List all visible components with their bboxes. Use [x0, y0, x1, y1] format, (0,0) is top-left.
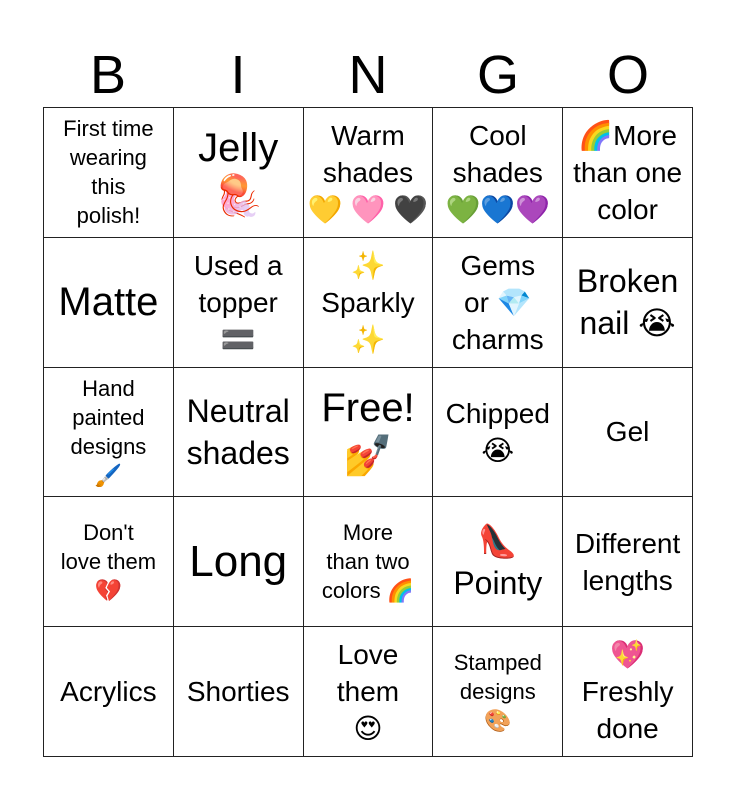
bingo-cell-g3[interactable]: [433, 368, 563, 498]
bingo-cell-i5[interactable]: [174, 627, 304, 757]
bingo-cell-n4[interactable]: [304, 497, 434, 627]
cell-text: Matte: [58, 280, 159, 325]
header-letter-o: O: [606, 45, 649, 105]
bingo-grid: [43, 107, 693, 757]
bingo-cell-i2[interactable]: [174, 238, 304, 368]
cell-text: Love them 😍: [336, 639, 400, 745]
header-letter-b: B: [89, 45, 127, 105]
cell-text: Gel: [605, 416, 650, 448]
cell-text: More than two colors 🌈: [321, 520, 415, 604]
bingo-cell-b2[interactable]: [44, 238, 174, 368]
bingo-cell-g2[interactable]: [433, 238, 563, 368]
cell-text: Used a topper 🟰: [193, 249, 283, 355]
cell-text: Cool shades 💚💙💜: [445, 119, 551, 225]
cell-text: Warm shades 💛 🩷 🖤: [307, 119, 429, 225]
free-space-text: Free! 💅: [321, 385, 415, 478]
bingo-cell-b5[interactable]: [44, 627, 174, 757]
cell-text: Don't love them 💔: [60, 520, 157, 604]
bingo-cell-o1[interactable]: [563, 108, 693, 238]
bingo-cell-b3[interactable]: [44, 368, 174, 498]
bingo-cell-g4[interactable]: [433, 497, 563, 627]
bingo-cell-g5[interactable]: [433, 627, 563, 757]
bingo-cell-n3[interactable]: [304, 368, 434, 498]
cell-text: First time wearing this polish!: [63, 116, 154, 229]
bingo-cell-i3[interactable]: [174, 368, 304, 498]
header-letter-n: N: [348, 45, 388, 105]
bingo-cell-o5[interactable]: [563, 627, 693, 757]
cell-text: Chipped 😭: [445, 397, 550, 466]
cell-text: 👠 Pointy: [453, 522, 543, 601]
cell-text: Acrylics: [60, 676, 157, 708]
cell-text: Broken nail 😭: [576, 263, 679, 342]
bingo-cell-n1[interactable]: [304, 108, 434, 238]
cell-text: 🌈More than one color: [573, 119, 683, 225]
header-letter-g: G: [476, 45, 519, 105]
bingo-cell-g1[interactable]: [433, 108, 563, 238]
bingo-cell-o4[interactable]: [563, 497, 693, 627]
cell-text: ✨ Sparkly ✨: [321, 249, 415, 355]
cell-text: Different lengths: [574, 527, 681, 596]
bingo-cell-i4[interactable]: [174, 497, 304, 627]
header-letter-i: I: [230, 45, 246, 105]
cell-text: Long: [189, 536, 288, 586]
bingo-cell-n5[interactable]: [304, 627, 434, 757]
bingo-cell-i1[interactable]: [174, 108, 304, 238]
cell-text: Stamped designs 🎨: [453, 650, 542, 734]
cell-text: Hand painted designs 🖌️: [70, 375, 147, 488]
cell-text: Jelly 🪼: [198, 126, 279, 219]
cell-text: Gems or 💎 charms: [451, 249, 544, 355]
cell-text: Shorties: [186, 676, 290, 708]
bingo-cell-o2[interactable]: [563, 238, 693, 368]
bingo-cell-n2[interactable]: [304, 238, 434, 368]
cell-text: 💖 Freshly done: [581, 639, 674, 745]
bingo-cell-b1[interactable]: [44, 108, 174, 238]
bingo-cell-o3[interactable]: [563, 368, 693, 498]
bingo-cell-b4[interactable]: [44, 497, 174, 627]
bingo-header: [43, 44, 693, 106]
cell-text: Neutral shades: [186, 392, 290, 471]
